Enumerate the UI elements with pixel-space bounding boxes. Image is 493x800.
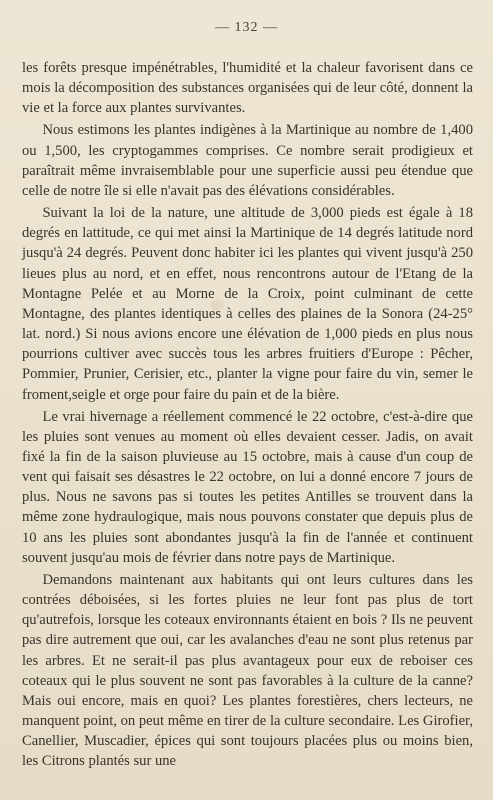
body-text (22, 58, 473, 773)
paragraph: Demandons maintenant aux habitants qui ont leurs cultures dans les contrées déboisées, si les fortes pluies ne leur font pas plus de tort qu'autrefois, lorsque les coteaux environnants étaient en bois ? Ils ne peuvent pas dire autrement que oui, car les avalanches d'eau ne sont plus retenus par les arbres. Et ne serait-il pas plus avantageux pour eux de reboiser ces coteaux qui le plus souvent ne sont pas favorables à la culture de la canne? Mais oui encore, mais en quoi? Les plantes forestières, chers lecteurs, ne manquent point, on peut même en tirer de la culture secondaire. Les Girofier, Canellier, Muscadier, épices qui sont toujours placées plus ou moins bien, les Citrons plantés sur une (22, 571, 473, 770)
paragraph: les forêts presque impénétrables, l'humidité et la chaleur favorisent dans ce mois la décomposition des substances organisées qui de leur côté, donnent la vie et la force aux plantes survivantes. (22, 60, 473, 117)
paragraph: Le vrai hivernage a réellement commencé le 22 octobre, c'est-à-dire que les pluies sont venues au moment où elles devaient cesser. Jadis, on avait fixé la fin de la saison pluvieuse au 15 octobre, mais à cause d'un coup de vent qui faisait ses désastres le 22 octobre, on lui a donné encore 7 jours de plus. Nous ne savons pas si toutes les petites Antilles se trouvent dans la même zone hydraulogique, mais nous pouvons constater que depuis plus de 10 ans les pluies sont abondantes jusqu'à la fin de l'année et continuent souvent jusqu'au mois de février dans notre pays de Martinique. (22, 408, 473, 566)
paragraph: Suivant la loi de la nature, une altitude de 3,000 pieds est égale à 18 degrés en lattitude, ce qui met ainsi la Martinique de 14 degrés latitude nord jusqu'à 24 degrés. Peuvent donc habiter ici les plantes qui vivent jusqu'à 250 lieues plus au nord, et en effet, nous rencontrons autour de l'Etang de la Montagne Pelée et au Morne de la Croix, point culminant de cette Montagne, des plantes identiques à celles des plaines de la Sonora (24-25° lat. nord.) Si nous avions encore une élévation de 1,000 pieds en plus nous pourrions cultiver avec succès tous les arbres fruitiers d'Europe : Pêcher, Pommier, Prunier, Cerisier, etc., planter la vigne pour faire du vin, semer le froment,seigle et orge pour faire du pain et de la bière. (22, 205, 473, 403)
page-number: — 132 — (215, 20, 278, 35)
paragraph: Nous estimons les plantes indigènes à la Martinique au nombre de 1,400 ou 1,500, les cryptogammes comprises. Ce nombre serait prodigieux et paraîtrait même invraisemblable pour une superficie aussi peu étendue que celle de notre île si elle n'avait pas des élévations considérables. (22, 122, 473, 199)
